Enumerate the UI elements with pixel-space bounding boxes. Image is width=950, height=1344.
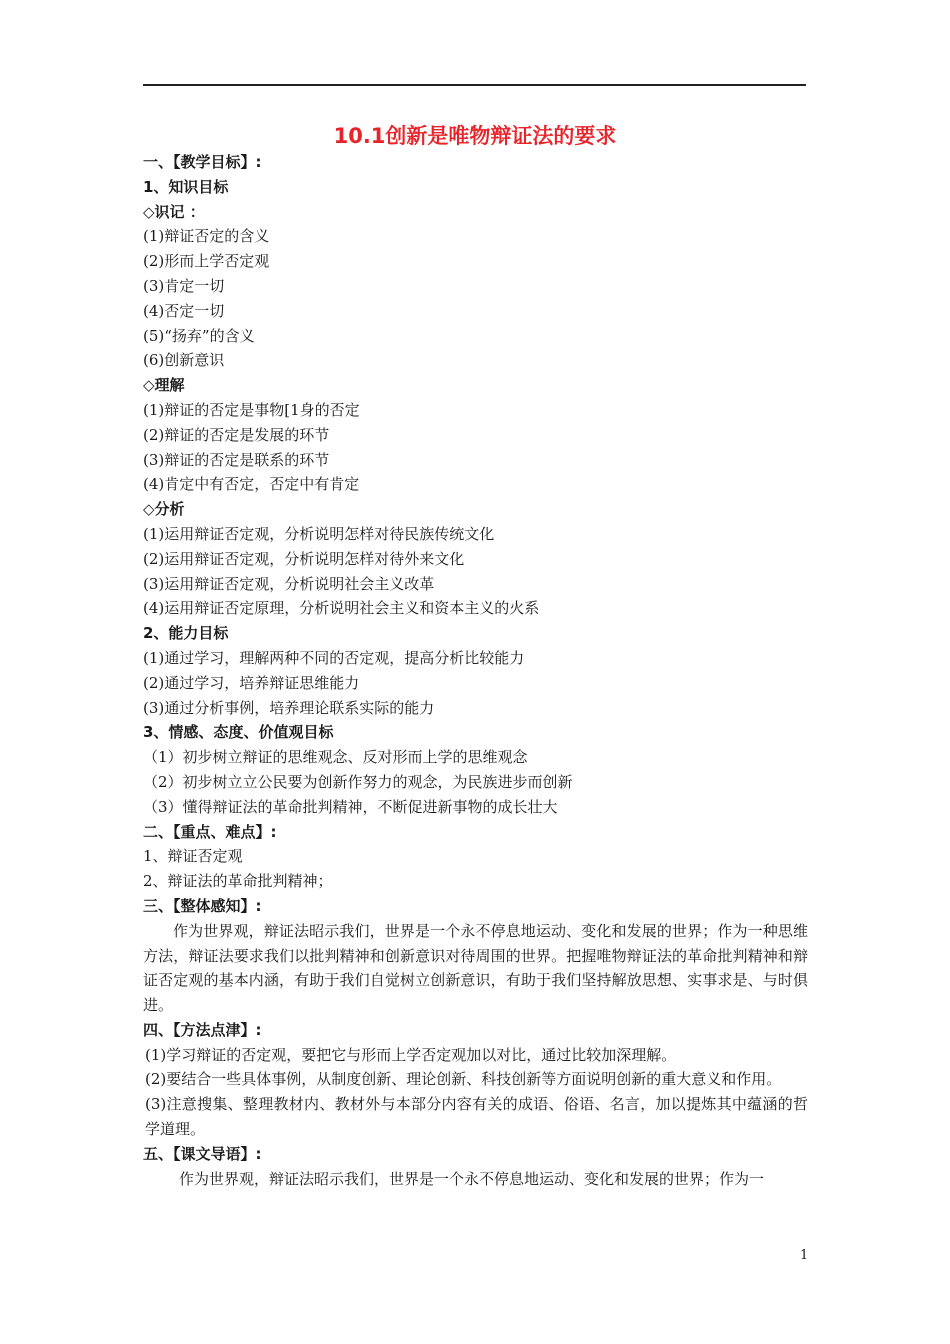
section-heading: 四、【方法点津】:	[143, 1020, 262, 1039]
category-heading: ◇分析	[143, 500, 185, 519]
header-rule	[143, 84, 806, 86]
section-heading: 三、【整体感知】:	[143, 896, 262, 915]
list-item: (3)辩证的否定是联系的环节	[143, 450, 330, 469]
subsection-heading: 2、能力目标	[143, 624, 229, 643]
overview-paragraph: 作为世界观，辩证法昭示我们，世界是一个永不停息地运动、变化和发展的世界；作为一种思维方法，辩证法要求我们以批判精神和创新意识对待周围的世界。把握唯物辩证法的革命批判精神和辩证否定观的基本内涵，有助于我们自觉树立创新意识，有助于我们坚持解放思想、实事求是、与时俱进。	[143, 921, 808, 1015]
list-item: (4)否定一切	[143, 301, 225, 320]
list-item: 1、辩证否定观	[143, 847, 243, 866]
intro-paragraph: 作为世界观，辩证法昭示我们，世界是一个永不停息地运动、变化和发展的世界；作为一	[179, 1169, 765, 1188]
list-item: (1)通过学习，理解两种不同的否定观，提高分析比较能力	[143, 648, 525, 667]
section-heading: 二、【重点、难点】:	[143, 822, 277, 841]
method-item: (2)要结合一些具体事例，从制度创新、理论创新、科技创新等方面说明创新的重大意义和作用。	[145, 1070, 782, 1089]
list-item: (1)辩证否定的含义	[143, 227, 270, 246]
list-item: (3)通过分析事例，培养理论联系实际的能力	[143, 698, 435, 717]
section-heading: 一、【教学目标】:	[143, 153, 262, 171]
category-heading: ◇识记 ：	[143, 202, 205, 221]
list-item: (4)肯定中有否定，否定中有肯定	[143, 475, 360, 494]
method-item: (1)学习辩证的否定观，要把它与形而上学否定观加以对比，通过比较加深理解。	[145, 1045, 677, 1064]
list-item: （1）初步树立辩证的思维观念、反对形而上学的思维观念	[143, 748, 528, 767]
list-item: (4)运用辩证否定原理，分析说明社会主义和资本主义的火系	[143, 599, 540, 618]
list-item: 2、辩证法的革命批判精神；	[143, 872, 333, 891]
list-item: (2)形而上学否定观	[143, 252, 270, 271]
subsection-heading: 1、知识目标	[143, 177, 229, 196]
list-item: (6)创新意识	[143, 351, 225, 370]
list-item: (2)通过学习，培养辩证思维能力	[143, 673, 360, 692]
list-item: （3）懂得辩证法的革命批判精神，不断促进新事物的成长壮大	[143, 797, 558, 816]
section-heading: 五、【课文导语】:	[143, 1144, 262, 1163]
list-item: (1)运用辩证否定观，分析说明怎样对待民族传统文化	[143, 524, 495, 543]
list-item: (2)辩证的否定是发展的环节	[143, 425, 330, 444]
list-item: (3)肯定一切	[143, 276, 225, 295]
list-item: （2）初步树立立公民要为创新作努力的观念，为民族进步而创新	[143, 772, 573, 791]
page-number: 1	[800, 1248, 809, 1263]
page-title: 10.1创新是唯物辩证法的要求	[333, 124, 617, 148]
category-heading: ◇理解	[143, 376, 185, 395]
list-item: (5)“扬弃”的含义	[143, 326, 255, 345]
list-item: (1)辩证的否定是事物[1身的否定	[143, 400, 360, 419]
document-body	[143, 150, 808, 1191]
list-item: (3)运用辩证否定观，分析说明社会主义改革	[143, 574, 435, 593]
list-item: (2)运用辩证否定观，分析说明怎样对待外来文化	[143, 549, 465, 568]
subsection-heading: 3、情感、态度、价值观目标	[143, 723, 334, 742]
method-item: (3)注意搜集、整理教材内、教材外与本部分内容有关的成语、俗语、名言，加以提炼其中蕴涵的哲学道理。	[145, 1095, 808, 1139]
